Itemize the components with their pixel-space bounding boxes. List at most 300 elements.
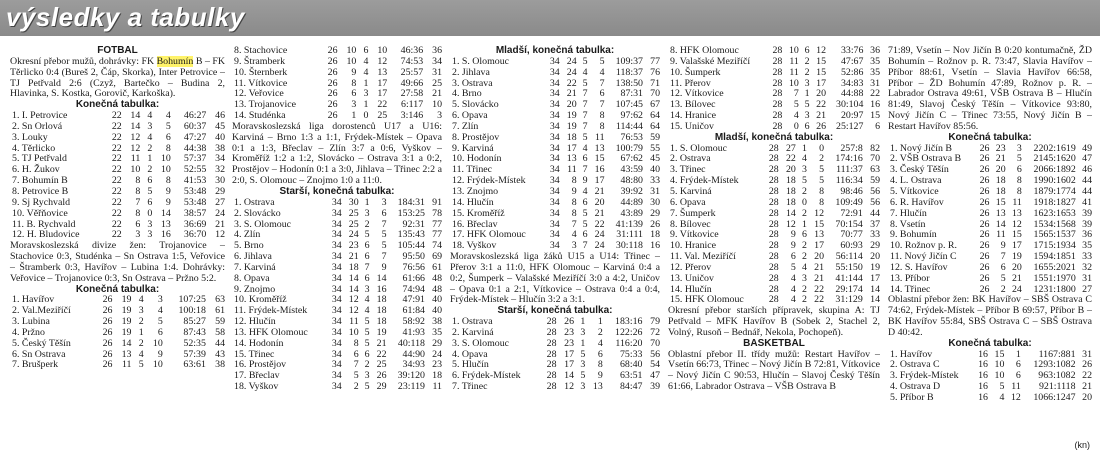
stat-cell: 26 — [1082, 359, 1092, 371]
stat-cell: 1 — [580, 316, 586, 328]
stat-cell: 6 — [363, 45, 369, 56]
stat-cell: 6 — [790, 251, 796, 263]
stat-cell: 4 — [157, 305, 163, 317]
stat-cell: 22 — [816, 99, 827, 111]
stat-cell: 7 — [1000, 251, 1006, 263]
stat-cell: 79 — [650, 316, 660, 328]
stat-cell: 22 — [111, 196, 122, 208]
stat-cell: 14 — [870, 283, 880, 295]
stat-cell: 26 — [979, 283, 990, 295]
stat-cell: 9 — [165, 196, 171, 208]
stat-cell: 44 — [870, 207, 880, 219]
stat-cell: 8 — [571, 207, 577, 219]
stat-cell: 12 — [814, 207, 824, 219]
stat-cell: 82 — [870, 142, 880, 154]
stat-cell: 9 — [597, 370, 603, 382]
team-name-cell: 3. S. Olomouc — [234, 218, 292, 230]
team-name-cell: 7. Hlučín — [890, 207, 927, 219]
stat-cell: 22 — [111, 175, 122, 187]
stat-cell: 6 — [135, 218, 141, 230]
stat-cell: 41:53 — [183, 175, 207, 187]
stat-cell: 2066:1892 — [1033, 164, 1076, 176]
stat-cell: 29 — [870, 240, 880, 252]
table-row — [888, 393, 1092, 404]
article-text: 71:89, Vsetín – Nov Jičín B 0:20 kontumačně, ŽD Bohumín – Rožnov p. R. 73:47, Slavia Havířov – Příbor 88:61, Vsetín – Slavia Havířov 66:58, Příbor – ŽD Bohumín 47:89, Rožnov p. R. – Labrador Ostrava 49:61, VŠB Ostrava B – Hlučín 81:49, Slavoj Český Těšín – Vítkovice 93:80, Nový Jičín C – Třinec 73:55, Nový Jičín B – Restart Havířov 85:56. — [888, 45, 1092, 132]
stat-cell: 24 — [594, 229, 605, 241]
stat-cell: 28 — [768, 196, 779, 208]
stat-cell: 11 — [349, 316, 359, 328]
stat-cell: 56 — [650, 348, 660, 360]
stat-cell: 19 — [121, 305, 132, 317]
team-name-cell: 9. Vítkovice — [670, 229, 719, 241]
stat-cell: 12 — [785, 218, 796, 230]
stat-cell: 1655:2021 — [1033, 261, 1076, 273]
stat-cell: 34 — [549, 153, 560, 165]
stat-cell: 3 — [580, 359, 586, 371]
stat-cell: 22 — [814, 294, 824, 306]
stat-cell: 21 — [376, 337, 387, 349]
column-3 — [450, 46, 660, 393]
stat-cell: 38 — [215, 142, 225, 154]
stat-cell: 76:53 — [620, 131, 643, 143]
stat-cell: 4 — [364, 294, 370, 306]
stat-cell: 34 — [549, 88, 560, 100]
stat-cell: 72 — [650, 326, 660, 338]
stat-cell: 5 — [580, 348, 586, 360]
team-name-cell: 15. Třinec — [234, 348, 275, 360]
stat-cell: 21 — [594, 185, 605, 197]
stat-cell: 4 — [793, 110, 799, 122]
stat-cell: 24 — [432, 348, 442, 360]
article-text: Oblastní přebor žen: BK Havířov – SBŠ Ostrava C 74:62, Frýdek-Místek – Příbor B 69:57, Příbor B – BK Havířov 55:84, SBŠ Ostrava C – SBŠ Ostrava D 40:42. — [888, 294, 1092, 338]
stat-cell: 9 — [381, 261, 387, 273]
stat-cell: 34 — [331, 207, 342, 219]
stat-cell: 34 — [331, 294, 342, 306]
stat-cell: 9 — [790, 240, 796, 252]
team-name-cell: 11. B. Rychvald — [12, 218, 76, 230]
team-name-cell: 16. Prostějov — [234, 359, 287, 371]
stat-cell: 56 — [870, 185, 880, 197]
stat-cell: 2 — [801, 294, 807, 306]
stat-cell: 34 — [549, 120, 560, 132]
stat-cell: 20 — [814, 251, 824, 263]
column-5 — [888, 46, 1092, 404]
stat-cell: 23 — [564, 337, 575, 349]
stat-cell: 6 — [1015, 359, 1021, 371]
stat-cell: 72:91 — [840, 207, 863, 219]
team-name-cell: 14. Studénka — [234, 110, 286, 122]
team-name-cell: 2. Karviná — [452, 326, 494, 338]
team-name-cell: 13. Bílovec — [670, 99, 716, 111]
standings-table — [10, 111, 225, 241]
stat-cell: 34 — [549, 164, 560, 176]
team-name-cell: 4. Brno — [452, 88, 482, 100]
stat-cell: 3 — [580, 381, 586, 393]
stat-cell: 28 — [768, 185, 779, 197]
stat-cell: 14 — [130, 110, 141, 122]
stat-cell: 34 — [549, 175, 560, 187]
stat-cell: 26 — [650, 218, 660, 230]
stat-cell: 25 — [348, 207, 359, 219]
team-name-cell: 15. HFK Olomouc — [670, 294, 744, 306]
stat-cell: 1534:1568 — [1033, 218, 1076, 230]
stat-cell: 84:47 — [619, 381, 643, 393]
stat-cell: 11 — [595, 131, 605, 143]
stat-cell: 21 — [1082, 381, 1092, 393]
team-name-cell: 2. Ostrava C — [890, 359, 940, 371]
stat-cell: 87:43 — [183, 326, 206, 338]
stat-cell: 34:83 — [840, 77, 864, 89]
stat-cell: 1 — [801, 142, 807, 154]
table-row — [10, 133, 225, 144]
stat-cell: 26 — [102, 337, 113, 349]
stat-cell: 5 — [157, 316, 163, 328]
stat-cell: 4 — [138, 294, 144, 306]
stat-cell: 5 — [381, 240, 387, 252]
stat-cell: 28 — [772, 77, 783, 89]
table-heading: Mladší, konečná tabulka: — [495, 45, 615, 56]
table-row — [232, 274, 442, 285]
stat-cell: 2 — [801, 207, 807, 219]
table-row — [668, 274, 880, 285]
stat-cell: 77 — [432, 229, 442, 241]
table-heading: Konečná tabulka: — [75, 283, 160, 295]
stat-cell: 1 — [804, 88, 810, 100]
stat-cell: 13 — [160, 218, 171, 230]
stat-cell: 41:93 — [402, 326, 425, 338]
stat-cell: 21 — [995, 153, 1006, 165]
team-name-cell: 8. Petrovice B — [12, 185, 69, 197]
table-row — [232, 209, 442, 220]
stat-cell: 34 — [331, 348, 342, 360]
stat-cell: 22 — [111, 185, 122, 197]
stat-cell: 20 — [870, 251, 880, 263]
stat-cell: 34 — [331, 337, 342, 349]
stat-cell: 1 — [801, 218, 807, 230]
table-heading: Konečná tabulka: — [75, 99, 160, 111]
stat-cell: 53:48 — [183, 185, 207, 197]
stat-cell: 61:84 — [402, 305, 425, 317]
sport-heading-basketball: BASKETBAL — [743, 337, 805, 349]
team-name-cell: 6. Sn Ostrava — [12, 348, 66, 360]
stat-cell: 2 — [801, 240, 807, 252]
stat-cell: 13 — [377, 66, 388, 78]
stat-cell: 40 — [432, 305, 442, 317]
stat-cell: 17 — [564, 359, 575, 371]
stat-cell: 15 — [1011, 229, 1022, 241]
stat-cell: 11 — [567, 164, 577, 176]
standings-table — [668, 144, 880, 307]
stat-cell: 8 — [135, 207, 141, 219]
stat-cell: 12 — [816, 45, 827, 56]
stat-cell: 1 — [597, 316, 603, 328]
stat-cell: 24 — [594, 240, 605, 252]
stat-cell: 18 — [432, 370, 442, 382]
stat-cell: 91 — [432, 196, 442, 208]
stat-cell: 52:86 — [840, 66, 864, 78]
stat-cell: 7 — [582, 240, 588, 252]
stat-cell: 34 — [331, 305, 342, 317]
stat-cell: 5 — [1000, 272, 1006, 284]
stat-cell: 34 — [331, 283, 342, 295]
stat-cell: 26 — [102, 316, 113, 328]
stat-cell: 3 — [381, 196, 387, 208]
stat-cell: 67 — [650, 99, 660, 111]
team-name-cell: 5. Český Těšín — [12, 337, 71, 349]
stat-cell: 26 — [327, 45, 338, 56]
stat-cell: 34 — [549, 142, 560, 154]
stat-cell: 22 — [111, 110, 122, 122]
standings-table — [232, 198, 442, 393]
stat-cell: 22 — [111, 120, 122, 132]
stat-cell: 18 — [995, 185, 1006, 197]
stat-cell: 5 — [582, 218, 588, 230]
stat-cell: 11 — [121, 359, 132, 371]
stat-cell: 28 — [546, 326, 557, 338]
stat-cell: 20 — [566, 99, 577, 111]
stat-cell: 39:92 — [620, 185, 643, 197]
stat-cell: 10 — [152, 359, 163, 371]
stat-cell: 8 — [599, 110, 605, 122]
stat-cell: 28 — [768, 142, 779, 154]
stat-cell: 3 — [437, 110, 442, 122]
stat-cell: 23 — [564, 326, 575, 338]
stat-cell: 12 — [564, 381, 575, 393]
stat-cell: 30:118 — [615, 240, 643, 252]
standings-table — [888, 144, 1092, 296]
stat-cell: 32 — [1082, 261, 1092, 273]
stat-cell: 26 — [979, 240, 990, 252]
stat-cell: 17 — [814, 240, 824, 252]
table-heading: Starší, konečná tabulka: — [279, 185, 395, 197]
team-name-cell: 13. Znojmo — [452, 185, 499, 197]
stat-cell: 105:44 — [397, 240, 425, 252]
stat-cell: 5 — [165, 120, 171, 132]
team-name-cell: 9. Znojmo — [234, 283, 276, 295]
table-row — [450, 209, 660, 220]
author-signature: (kn) — [1074, 440, 1090, 450]
stat-cell: 18 — [785, 185, 796, 197]
stat-cell: 19 — [376, 326, 387, 338]
stat-cell: 16 — [160, 229, 171, 241]
stat-cell: 18 — [566, 131, 577, 143]
stat-cell: 2 — [138, 316, 144, 328]
stat-cell: 29 — [376, 381, 387, 393]
stat-cell: 14 — [870, 294, 880, 306]
stat-cell: 7 — [381, 218, 387, 230]
stat-cell: 4 — [147, 110, 153, 122]
stat-cell: 77 — [432, 218, 442, 230]
stat-cell: 17 — [1011, 240, 1022, 252]
stat-cell: 28 — [772, 55, 783, 67]
standings-table — [450, 317, 660, 393]
stat-cell: 28 — [768, 153, 779, 165]
stat-cell: 26 — [979, 196, 990, 208]
stat-cell: 26 — [979, 153, 990, 165]
stat-cell: 2 — [138, 337, 144, 349]
stat-cell: 21 — [816, 110, 827, 122]
team-name-cell: 9. Valašské Meziříčí — [670, 55, 751, 67]
stat-cell: 26 — [979, 142, 990, 154]
stat-cell: 35 — [432, 326, 442, 338]
stat-cell: 15 — [816, 55, 827, 67]
stat-cell: 17 — [564, 348, 575, 360]
team-name-cell: 4. Frýdek-Místek — [670, 175, 739, 187]
stat-cell: 153:25 — [397, 207, 425, 219]
team-name-cell: 15. Uničov — [670, 120, 714, 132]
stat-cell: 26 — [327, 88, 338, 100]
stat-cell: 34 — [549, 99, 560, 111]
stat-cell: 47 — [1082, 153, 1092, 165]
stat-cell: 46:36 — [400, 45, 424, 56]
stat-cell: 14 — [121, 337, 132, 349]
team-name-cell: 1. Nový Jičín B — [890, 142, 952, 154]
stat-cell: 2 — [801, 251, 807, 263]
stat-cell: 30 — [650, 196, 660, 208]
stat-cell: 184:31 — [397, 196, 425, 208]
stat-cell: 1715:1934 — [1033, 240, 1076, 252]
column-1 — [10, 46, 225, 371]
team-name-cell: 8. Stachovice — [234, 45, 288, 56]
team-name-cell: 11. Nový Jičín C — [890, 251, 957, 263]
team-name-cell: 13. Trojanovice — [234, 99, 296, 111]
stat-cell: 20:97 — [840, 110, 864, 122]
table-row — [668, 68, 880, 79]
team-name-cell: 12. Přerov — [670, 261, 712, 273]
standings-table — [888, 350, 1092, 404]
stat-cell: 78 — [432, 207, 442, 219]
stat-cell: 68:40 — [619, 359, 643, 371]
team-name-cell: 5. TJ Petřvald — [12, 153, 67, 165]
stat-cell: 34 — [331, 251, 342, 263]
stat-cell: 1594:1851 — [1033, 251, 1076, 263]
stat-cell: 4 — [147, 131, 153, 143]
stat-cell: 31 — [1082, 272, 1092, 284]
stat-cell: 2 — [597, 326, 603, 338]
team-name-cell: 12. H. Bludovice — [12, 229, 80, 241]
stat-cell: 31:129 — [835, 294, 863, 306]
table-row — [232, 339, 442, 350]
stat-cell: 5 — [801, 175, 807, 187]
stat-cell: 27:58 — [400, 88, 424, 100]
stat-cell: 61:66 — [402, 272, 425, 284]
stat-cell: 17 — [377, 77, 388, 89]
stat-cell: 2 — [801, 185, 807, 197]
stat-cell: 4 — [599, 66, 605, 78]
stat-cell: 5 — [364, 381, 370, 393]
stat-cell: 10 — [788, 77, 799, 89]
stat-cell: 2145:1620 — [1033, 153, 1076, 165]
stat-cell: 64 — [650, 120, 660, 132]
team-name-cell: 7. Šumperk — [670, 207, 716, 219]
stat-cell: 5 — [582, 131, 588, 143]
stat-cell: 34 — [549, 131, 560, 143]
team-name-cell: 17. HFK Olomouc — [452, 229, 526, 241]
table-row — [450, 339, 660, 350]
team-name-cell: 5. Příbor B — [890, 392, 934, 403]
stat-cell: 18 — [376, 316, 387, 328]
stat-cell: 6 — [582, 196, 588, 208]
stat-cell: 24 — [566, 55, 577, 67]
stat-cell: 48 — [432, 283, 442, 295]
stat-cell: 9 — [582, 175, 588, 187]
table-row — [888, 274, 1092, 285]
stat-cell: 52:35 — [183, 337, 206, 349]
stat-cell: 118:37 — [615, 66, 643, 78]
team-name-cell: 6. Frýdek-Místek — [452, 370, 521, 382]
stat-cell: 5 — [353, 370, 359, 382]
stat-cell: 10 — [130, 164, 141, 176]
stat-cell: 25 — [348, 218, 359, 230]
stat-cell: 12 — [130, 131, 141, 143]
team-name-cell: 7. Bohumín B — [12, 175, 68, 187]
stat-cell: 2202:1619 — [1033, 142, 1076, 154]
stat-cell: 48 — [432, 272, 442, 284]
stat-cell: 19 — [121, 326, 132, 338]
stat-cell: 7 — [582, 164, 588, 176]
stat-cell: 27 — [785, 142, 796, 154]
stat-cell: 14 — [995, 218, 1006, 230]
team-name-cell: 12. Frýdek-Místek — [452, 175, 526, 187]
stat-cell: 63 — [215, 294, 225, 306]
stat-cell: 26 — [979, 251, 990, 263]
stat-cell: 5 — [364, 337, 370, 349]
stat-cell: 34 — [331, 316, 342, 328]
stat-cell: 17 — [566, 142, 577, 154]
stat-cell: 6 — [364, 272, 370, 284]
team-name-cell: 14. Hlučín — [670, 283, 712, 295]
stat-cell: 76 — [650, 66, 660, 78]
stat-cell: 64 — [650, 110, 660, 122]
stat-cell: 30 — [348, 196, 359, 208]
stat-cell: 7 — [599, 77, 605, 89]
team-name-cell: 4. Ostrava D — [890, 381, 941, 393]
stat-cell: 39 — [1082, 207, 1092, 219]
stat-cell: 26 — [327, 55, 338, 67]
article-text: Moravskoslezská liga žáků U15 a U14: Třinec – Přerov 3:1 a 11:0, HFK Olomouc – Karviná 0:4 a 0:2, Šumperk – Valašské Meziříčí 3:0 a 4:2, Uničov – Opava 0:1 a 2:1, Vítkovice – Ostrava 0:4 a 0:4, Frýdek-Místek – Hlučín 3:2 a 3:1. — [450, 251, 660, 306]
stat-cell: 16 — [978, 348, 988, 360]
stat-cell: 21 — [814, 272, 824, 284]
stat-cell: 6 — [351, 88, 357, 100]
stat-cell: 34 — [331, 272, 342, 284]
stat-cell: 7 — [793, 88, 799, 100]
stat-cell: 28 — [768, 251, 779, 263]
stat-cell: 10 — [160, 164, 171, 176]
team-name-cell: 4. L. Ostrava — [890, 175, 942, 187]
stat-cell: 12 — [348, 305, 359, 317]
stat-cell: 40 — [650, 164, 660, 176]
stat-cell: 56 — [870, 196, 880, 208]
stat-cell: 28 — [546, 316, 557, 328]
stat-cell: 70 — [650, 88, 660, 100]
team-name-cell: 12. Vítkovice — [670, 88, 724, 100]
stat-cell: 26 — [102, 326, 113, 338]
stat-cell: 34 — [549, 240, 560, 252]
stat-cell: 1 — [351, 110, 357, 122]
stat-cell: 25 — [376, 359, 387, 371]
stat-cell: 47:67 — [840, 55, 864, 67]
stat-cell: 34 — [549, 110, 560, 122]
stat-cell: 11 — [789, 66, 799, 78]
stat-cell: 20 — [594, 196, 605, 208]
stat-cell: 85:27 — [183, 316, 206, 328]
stat-cell: 3 — [364, 370, 370, 382]
stat-cell: 5 — [138, 359, 144, 371]
stat-cell: 61 — [215, 305, 225, 317]
stat-cell: 3 — [804, 77, 810, 89]
stat-cell: 26 — [564, 316, 575, 328]
team-name-cell: 1. Ostrava — [234, 196, 275, 208]
